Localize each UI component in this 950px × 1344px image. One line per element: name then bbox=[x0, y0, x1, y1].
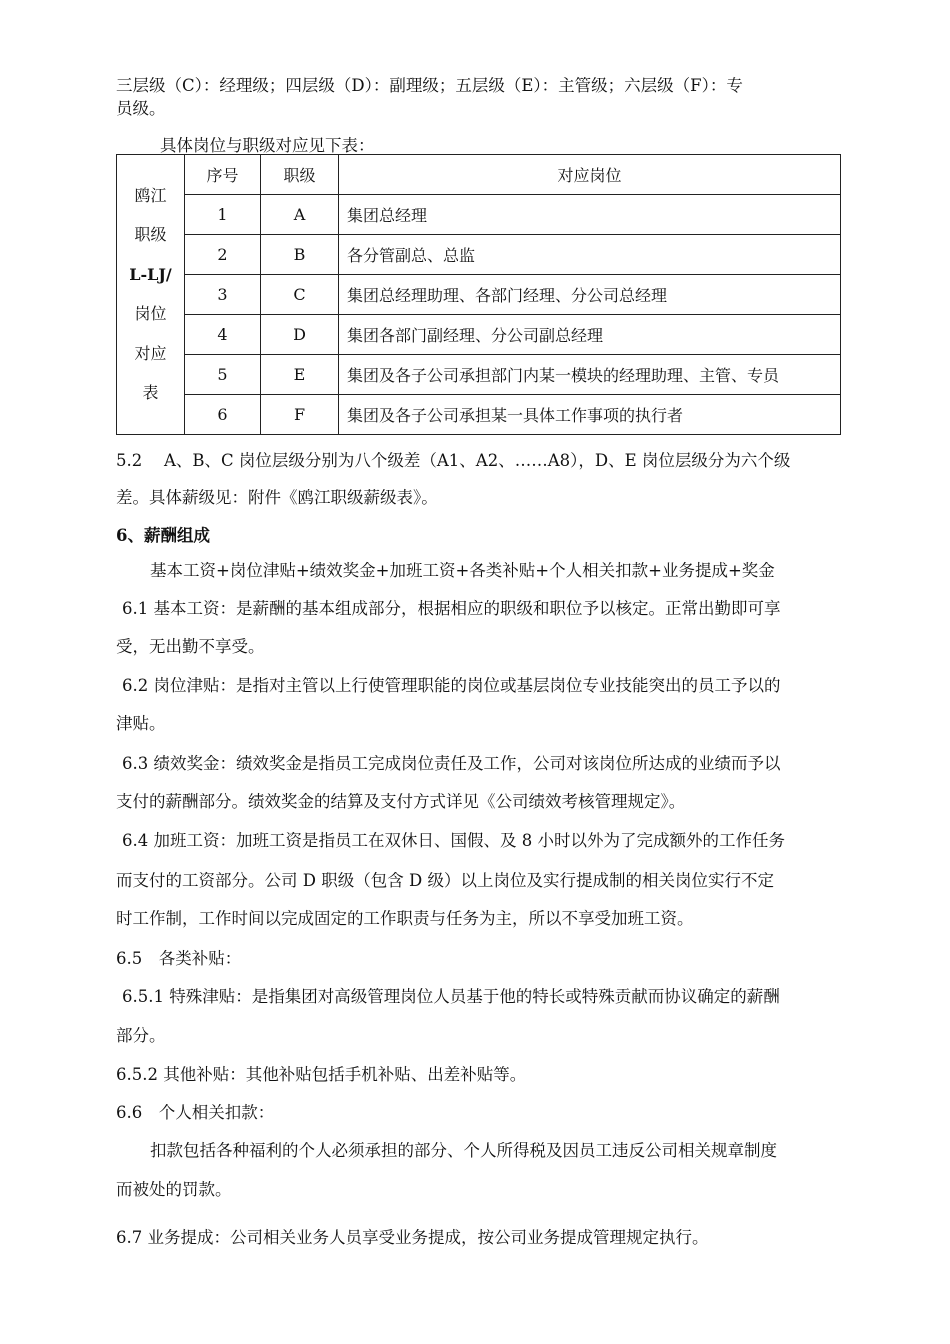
table-header-row bbox=[117, 155, 841, 195]
section-6-5-1-line-1: 6.5.1 特殊津贴：是指集团对高级管理岗位人员基于他的特长或特殊贡献而协议确定的薪酬 bbox=[122, 987, 780, 1006]
cell-grade: E bbox=[261, 355, 339, 395]
table-row bbox=[117, 355, 841, 395]
section-6-4-line-3: 时工作制，工作时间以完成固定的工作职责与任务为主，所以不享受加班工资。 bbox=[116, 909, 694, 928]
cell-grade: D bbox=[261, 315, 339, 355]
table-row bbox=[117, 315, 841, 355]
intro-line-2: 员级。 bbox=[116, 99, 166, 118]
side-label-part: 表 bbox=[142, 383, 159, 403]
cell-no: 3 bbox=[185, 275, 261, 315]
section-6-formula: 基本工资+岗位津贴+绩效奖金+加班工资+各类补贴+个人相关扣款+业务提成+奖金 bbox=[150, 561, 775, 580]
side-label-part: 对应 bbox=[134, 343, 167, 363]
table-caption: 具体岗位与职级对应见下表： bbox=[160, 136, 375, 155]
header-position: 对应岗位 bbox=[339, 155, 841, 195]
section-5-2-line-1: 5.2 A、B、C 岗位层级分别为八个级差（A1、A2、……A8），D、E 岗位层级分为六个级 bbox=[116, 451, 791, 470]
section-6-5-1-line-2: 部分。 bbox=[116, 1026, 166, 1045]
cell-no: 1 bbox=[185, 195, 261, 235]
cell-grade: B bbox=[261, 235, 339, 275]
section-6-2-line-1: 6.2 岗位津贴：是指对主管以上行使管理职能的岗位或基层岗位专业技能突出的员工予以的 bbox=[122, 676, 781, 695]
table-row bbox=[117, 395, 841, 435]
section-6-title: 6、薪酬组成 bbox=[116, 526, 210, 545]
section-6-5-2: 6.5.2 其他补贴：其他补贴包括手机补贴、出差补贴等。 bbox=[116, 1065, 527, 1084]
grade-position-table bbox=[116, 154, 841, 435]
section-6-5-title: 6.5 各类补贴： bbox=[116, 949, 242, 968]
section-6-1-line-2: 受，无出勤不享受。 bbox=[116, 637, 265, 656]
section-6-7: 6.7 业务提成：公司相关业务人员享受业务提成，按公司业务提成管理规定执行。 bbox=[116, 1228, 709, 1247]
cell-no: 4 bbox=[185, 315, 261, 355]
table-row bbox=[117, 275, 841, 315]
cell-position: 集团及各子公司承担某一具体工作事项的执行者 bbox=[339, 395, 841, 435]
cell-grade: C bbox=[261, 275, 339, 315]
cell-position: 各分管副总、总监 bbox=[339, 235, 841, 275]
intro-line-1: 三层级（C）：经理级；四层级（D）：副理级；五层级（E）：主管级；六层级（F）：专 bbox=[116, 76, 743, 95]
section-6-2-line-2: 津贴。 bbox=[116, 714, 166, 733]
side-label-part: 鸥江 bbox=[134, 185, 167, 205]
section-6-6-line-1: 扣款包括各种福利的个人必须承担的部分、个人所得税及因员工违反公司相关规章制度 bbox=[150, 1141, 777, 1160]
side-label-part: L-LJ/ bbox=[129, 264, 172, 284]
table-row bbox=[117, 235, 841, 275]
header-no: 序号 bbox=[185, 155, 261, 195]
cell-no: 2 bbox=[185, 235, 261, 275]
cell-position: 集团及各子公司承担部门内某一模块的经理助理、主管、专员 bbox=[339, 355, 841, 395]
section-6-4-line-2: 而支付的工资部分。公司 D 职级（包含 D 级）以上岗位及实行提成制的相关岗位实行不定 bbox=[116, 871, 774, 890]
cell-position: 集团总经理 bbox=[339, 195, 841, 235]
section-6-1-line-1: 6.1 基本工资：是薪酬的基本组成部分，根据相应的职级和职位予以核定。正常出勤即可享 bbox=[122, 599, 781, 618]
section-6-4-line-1: 6.4 加班工资：加班工资是指员工在双休日、国假、及 8 小时以外为了完成额外的工作任务 bbox=[122, 831, 785, 850]
side-label-part: 岗位 bbox=[134, 304, 167, 324]
section-6-3-line-1: 6.3 绩效奖金：绩效奖金是指员工完成岗位责任及工作，公司对该岗位所达成的业绩而予以 bbox=[122, 754, 781, 773]
header-grade: 职级 bbox=[261, 155, 339, 195]
cell-grade: F bbox=[261, 395, 339, 435]
table-side-label bbox=[117, 155, 185, 435]
section-6-6-title: 6.6 个人相关扣款： bbox=[116, 1103, 275, 1122]
cell-no: 6 bbox=[185, 395, 261, 435]
table-row bbox=[117, 195, 841, 235]
cell-grade: A bbox=[261, 195, 339, 235]
cell-position: 集团总经理助理、各部门经理、分公司总经理 bbox=[339, 275, 841, 315]
section-6-6-line-2: 而被处的罚款。 bbox=[116, 1180, 232, 1199]
section-6-3-line-2: 支付的薪酬部分。绩效奖金的结算及支付方式详见《公司绩效考核管理规定》。 bbox=[116, 792, 686, 811]
side-label-part: 职级 bbox=[134, 225, 167, 245]
cell-position: 集团各部门副经理、分公司副总经理 bbox=[339, 315, 841, 355]
section-5-2-line-2: 差。具体薪级见：附件《鸥江职级薪级表》。 bbox=[116, 488, 438, 507]
cell-no: 5 bbox=[185, 355, 261, 395]
